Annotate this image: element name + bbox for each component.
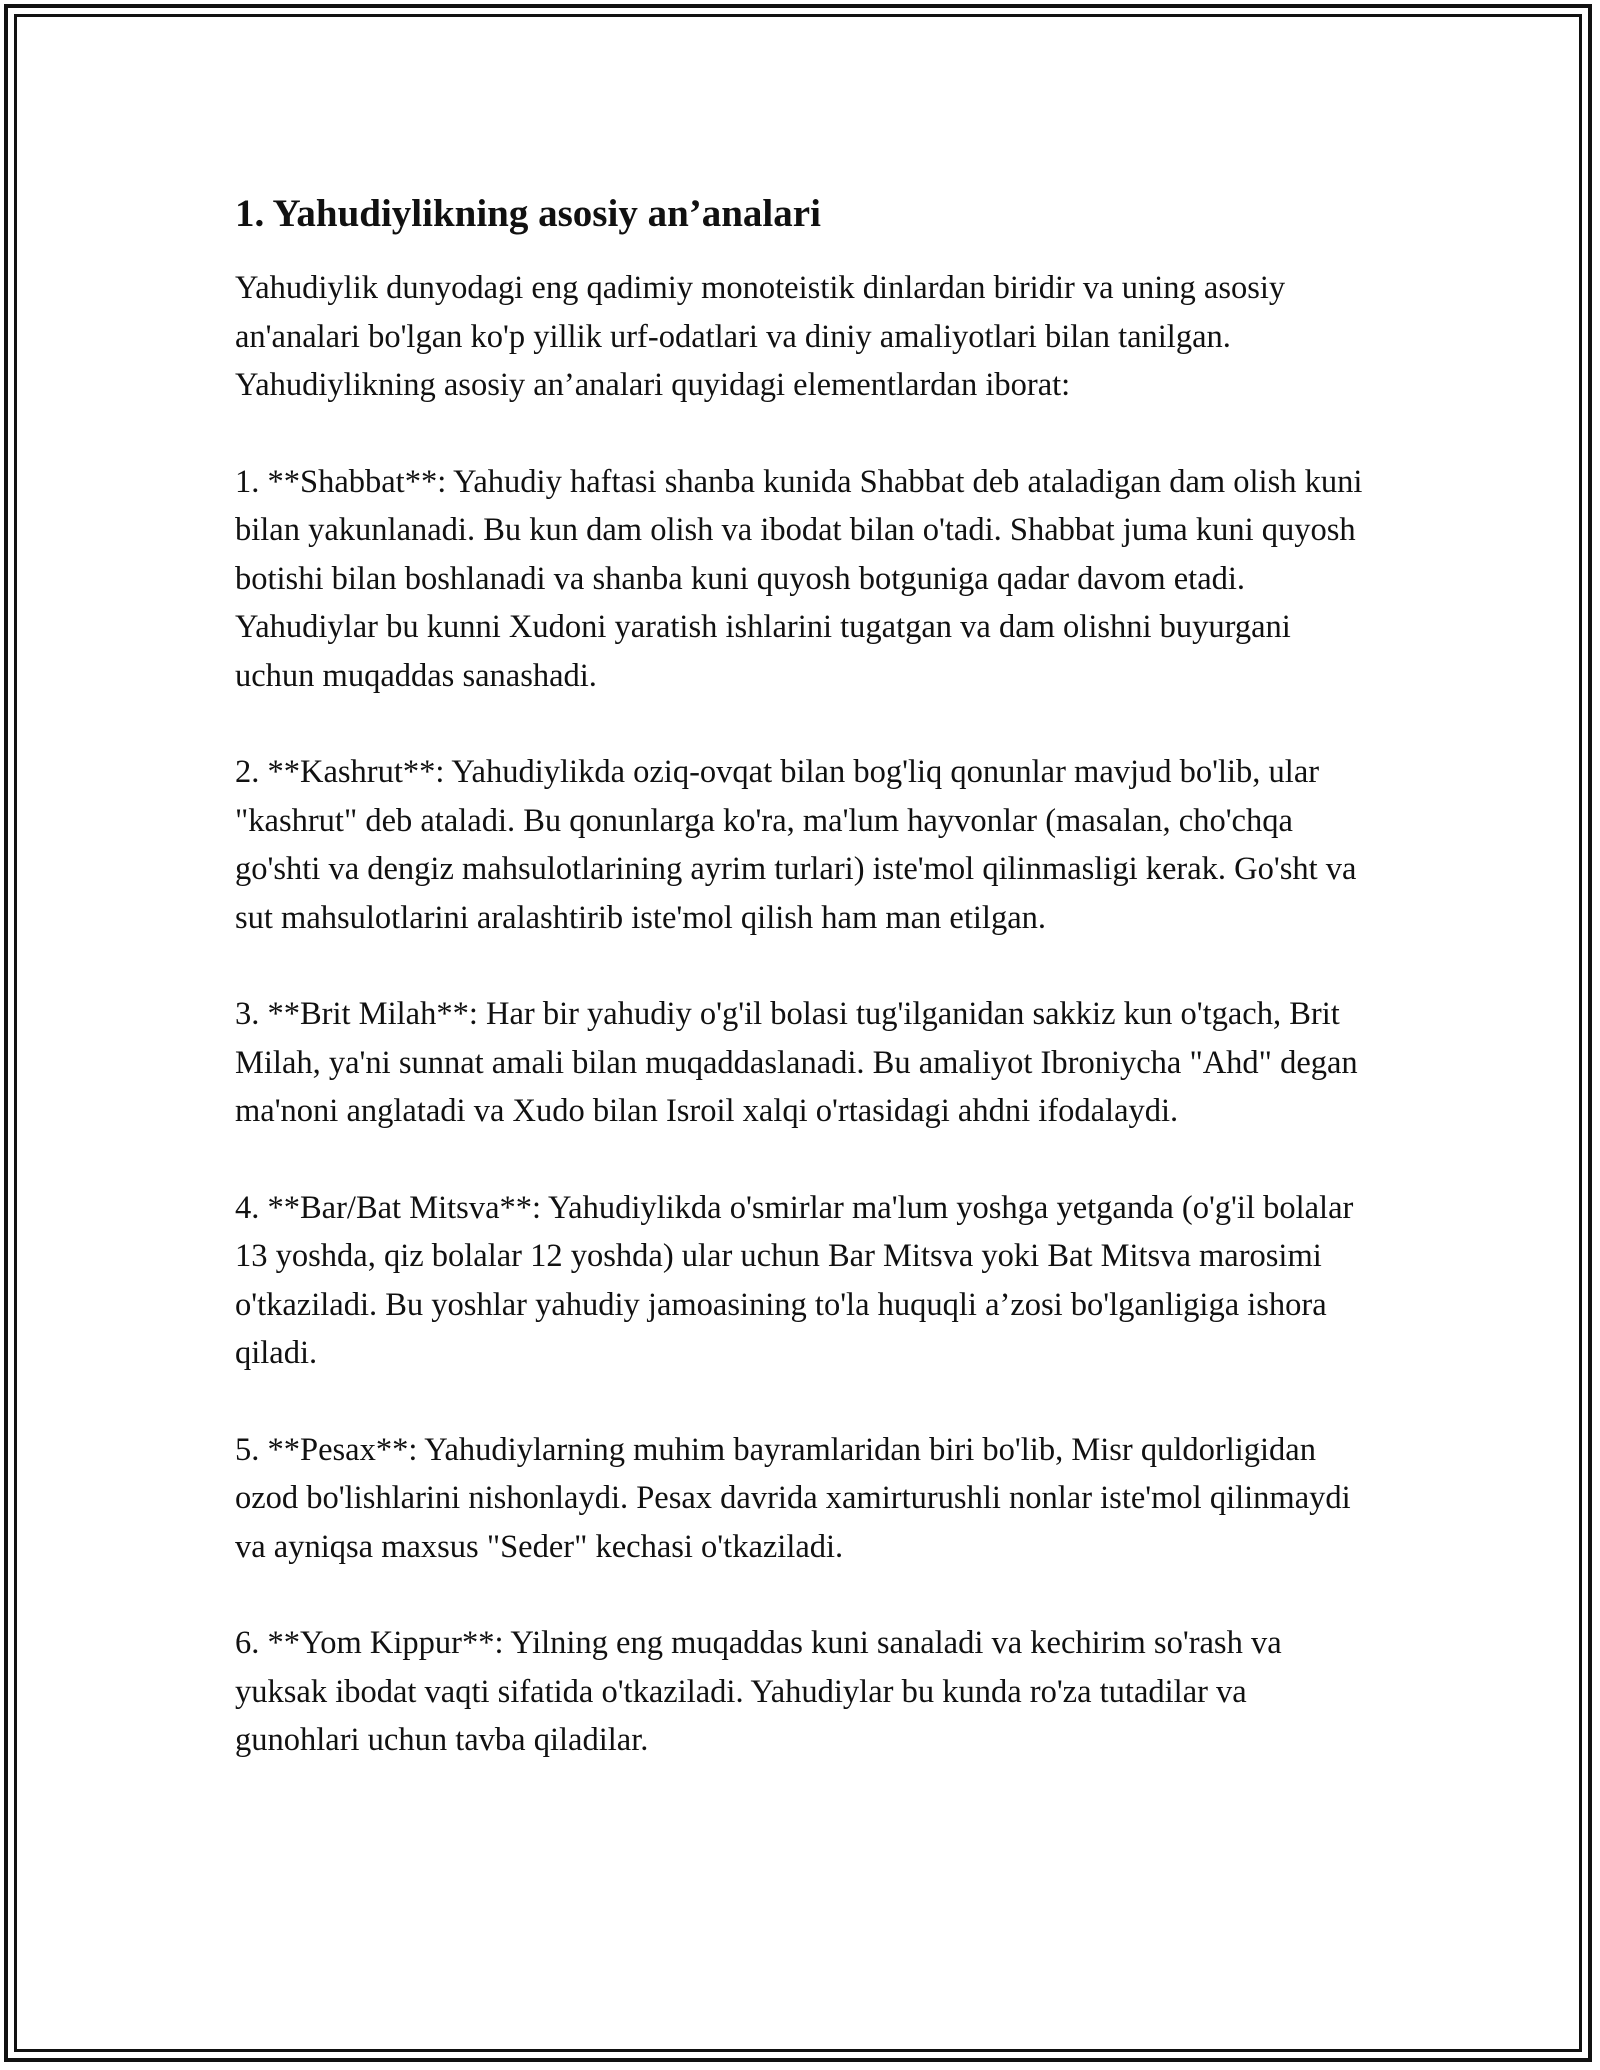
list-item-brit-milah: 3. **Brit Milah**: Har bir yahudiy o'g'il bolasi tug'ilganidan sakkiz kun o'tgach, Brit Milah, ya'ni sunnat amali bilan muqaddaslanadi. Bu amaliyot Ibroniycha "Ahd" degan ma'noni anglatadi va Xudo bilan Isroil xalqi o'rtasidagi ahdni ifodalaydi. bbox=[235, 996, 1358, 1129]
list-item-yom-kippur: 6. **Yom Kippur**: Yilning eng muqaddas kuni sanaladi va kechirim so'rash va yuksak ibodat vaqti sifatida o'tkaziladi. Yahudiylar bu kunda ro'za tutadilar va gunohlari uchun tavba qiladilar. bbox=[235, 1625, 1282, 1758]
list-item-bar-bat-mitsva: 4. **Bar/Bat Mitsva**: Yahudiylikda o'smirlar ma'lum yoshga yetganda (o'g'il bolalar 13 yoshda, qiz bolalar 12 yoshda) ular uchun Bar Mitsva yoki Bat Mitsva marosimi o'tkaziladi. Bu yoshlar yahudiy jamoasining to'la huquqli a’zosi bo'lganligiga ishora qiladi. bbox=[235, 1189, 1354, 1371]
document-title: 1. Yahudiylikning asosiy an’analari bbox=[235, 192, 821, 235]
list-item-shabbat: 1. **Shabbat**: Yahudiy haftasi shanba kunida Shabbat deb ataladigan dam olish kuni bilan yakunlanadi. Bu kun dam olish va ibodat bilan o'tadi. Shabbat juma kuni quyosh botishi bilan boshlanadi va shanba kuni quyosh botguniga qadar davom etadi. Yahudiylar bu kunni Xudoni yaratish ishlarini tugatgan va dam olishni buyurgani uchun muqaddas sanashadi. bbox=[235, 463, 1363, 694]
intro-paragraph: Yahudiylik dunyodagi eng qadimiy monoteistik dinlardan biridir va uning asosiy an'analari bo'lgan ko'p yillik urf-odatlari va diniy amaliyotlari bilan tanilgan. Yahudiylikning asosiy an’analari quyidagi elementlardan iborat: bbox=[235, 270, 1286, 403]
list-item-kashrut: 2. **Kashrut**: Yahudiylikda oziq-ovqat bilan bog'liq qonunlar mavjud bo'lib, ular "kashrut" deb ataladi. Bu qonunlarga ko'ra, ma'lum hayvonlar (masalan, cho'chqa go'shti va dengiz mahsulotlarining ayrim turlari) iste'mol qilinmasligi kerak. Go'sht va sut mahsulotlarini aralashtirib iste'mol qilish ham man etilgan. bbox=[235, 754, 1357, 936]
document-body bbox=[235, 188, 1375, 1765]
list-item-pesax: 5. **Pesax**: Yahudiylarning muhim bayramlaridan biri bo'lib, Misr quldorligidan ozod bo'lishlarini nishonlaydi. Pesax davrida xamirturushli nonlar iste'mol qilinmaydi va ayniqsa maxsus "Seder" kechasi o'tkaziladi. bbox=[235, 1431, 1351, 1565]
